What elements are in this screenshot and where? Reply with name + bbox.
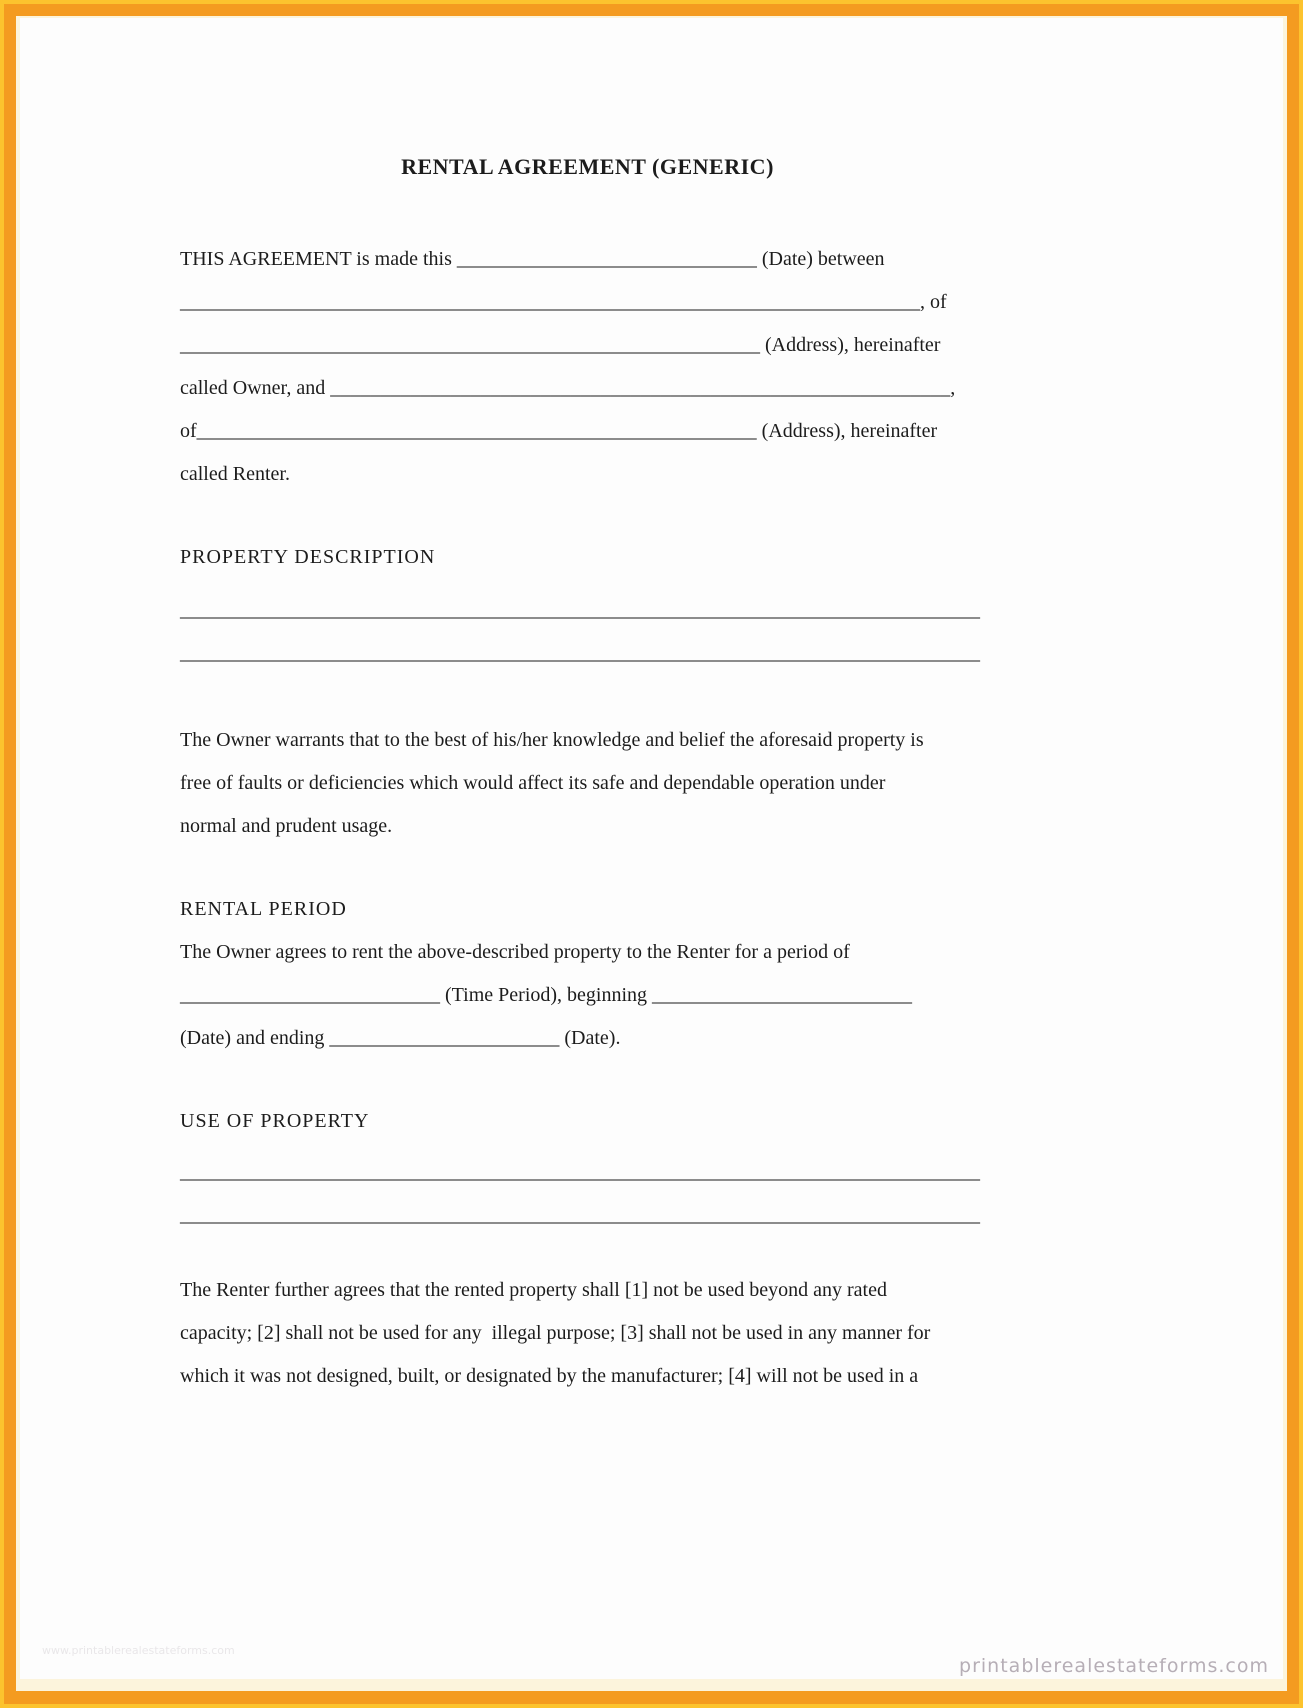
intro-line: __________________________________________________________________________, of [180, 291, 947, 313]
warranty-paragraph [180, 719, 995, 848]
blank-line: ________________________________________________________________________________ [180, 599, 980, 621]
section-heading-property-description: PROPERTY DESCRIPTION [180, 546, 436, 568]
renter-agrees-paragraph [180, 1269, 995, 1398]
watermark-left: www.printablerealestateforms.com [42, 1644, 235, 1657]
paragraph-line: (Date) and ending _______________________ (Date). [180, 1027, 621, 1049]
paragraph-line: The Owner warrants that to the best of his/her knowledge and belief the aforesaid property is [180, 729, 924, 751]
watermark-right: printablerealestateforms.com [959, 1655, 1269, 1677]
section-heading-use-of-property: USE OF PROPERTY [180, 1110, 370, 1132]
paragraph-line: free of faults or deficiencies which would affect its safe and dependable operation under [180, 772, 886, 794]
intro-line: called Renter. [180, 463, 290, 485]
intro-line: called Owner, and ______________________________________________________________, [180, 377, 956, 399]
document-content [180, 18, 995, 1398]
use-of-property-blanks [180, 1151, 995, 1237]
property-description-blanks [180, 589, 995, 675]
paragraph-line: capacity; [2] shall not be used for any illegal purpose; [3] shall not be used in any manner for [180, 1322, 931, 1344]
document-title: RENTAL AGREEMENT (GENERIC) [401, 154, 774, 179]
blank-line: ________________________________________________________________________________ [180, 1161, 980, 1183]
page-border-inner-edge [16, 16, 1287, 1691]
paragraph-line: The Owner agrees to rent the above-described property to the Renter for a period of [180, 941, 850, 963]
paragraph-line: __________________________ (Time Period), beginning __________________________ [180, 984, 913, 1006]
paragraph-line: which it was not designed, built, or designated by the manufacturer; [4] will not be used in a [180, 1365, 919, 1387]
intro-paragraph [180, 238, 995, 496]
section-heading-rental-period: RENTAL PERIOD [180, 898, 347, 920]
paragraph-line: normal and prudent usage. [180, 815, 393, 837]
document-page [20, 18, 1283, 1679]
blank-line: ________________________________________________________________________________ [180, 642, 980, 664]
paragraph-line: The Renter further agrees that the rented property shall [1] not be used beyond any rated [180, 1279, 887, 1301]
intro-line: __________________________________________________________ (Address), hereinafter [180, 334, 941, 356]
intro-line: THIS AGREEMENT is made this ______________________________ (Date) between [180, 248, 885, 270]
blank-line: ________________________________________________________________________________ [180, 1204, 980, 1226]
intro-line: of________________________________________________________ (Address), hereinafter [180, 420, 938, 442]
rental-period-paragraph [180, 931, 995, 1060]
